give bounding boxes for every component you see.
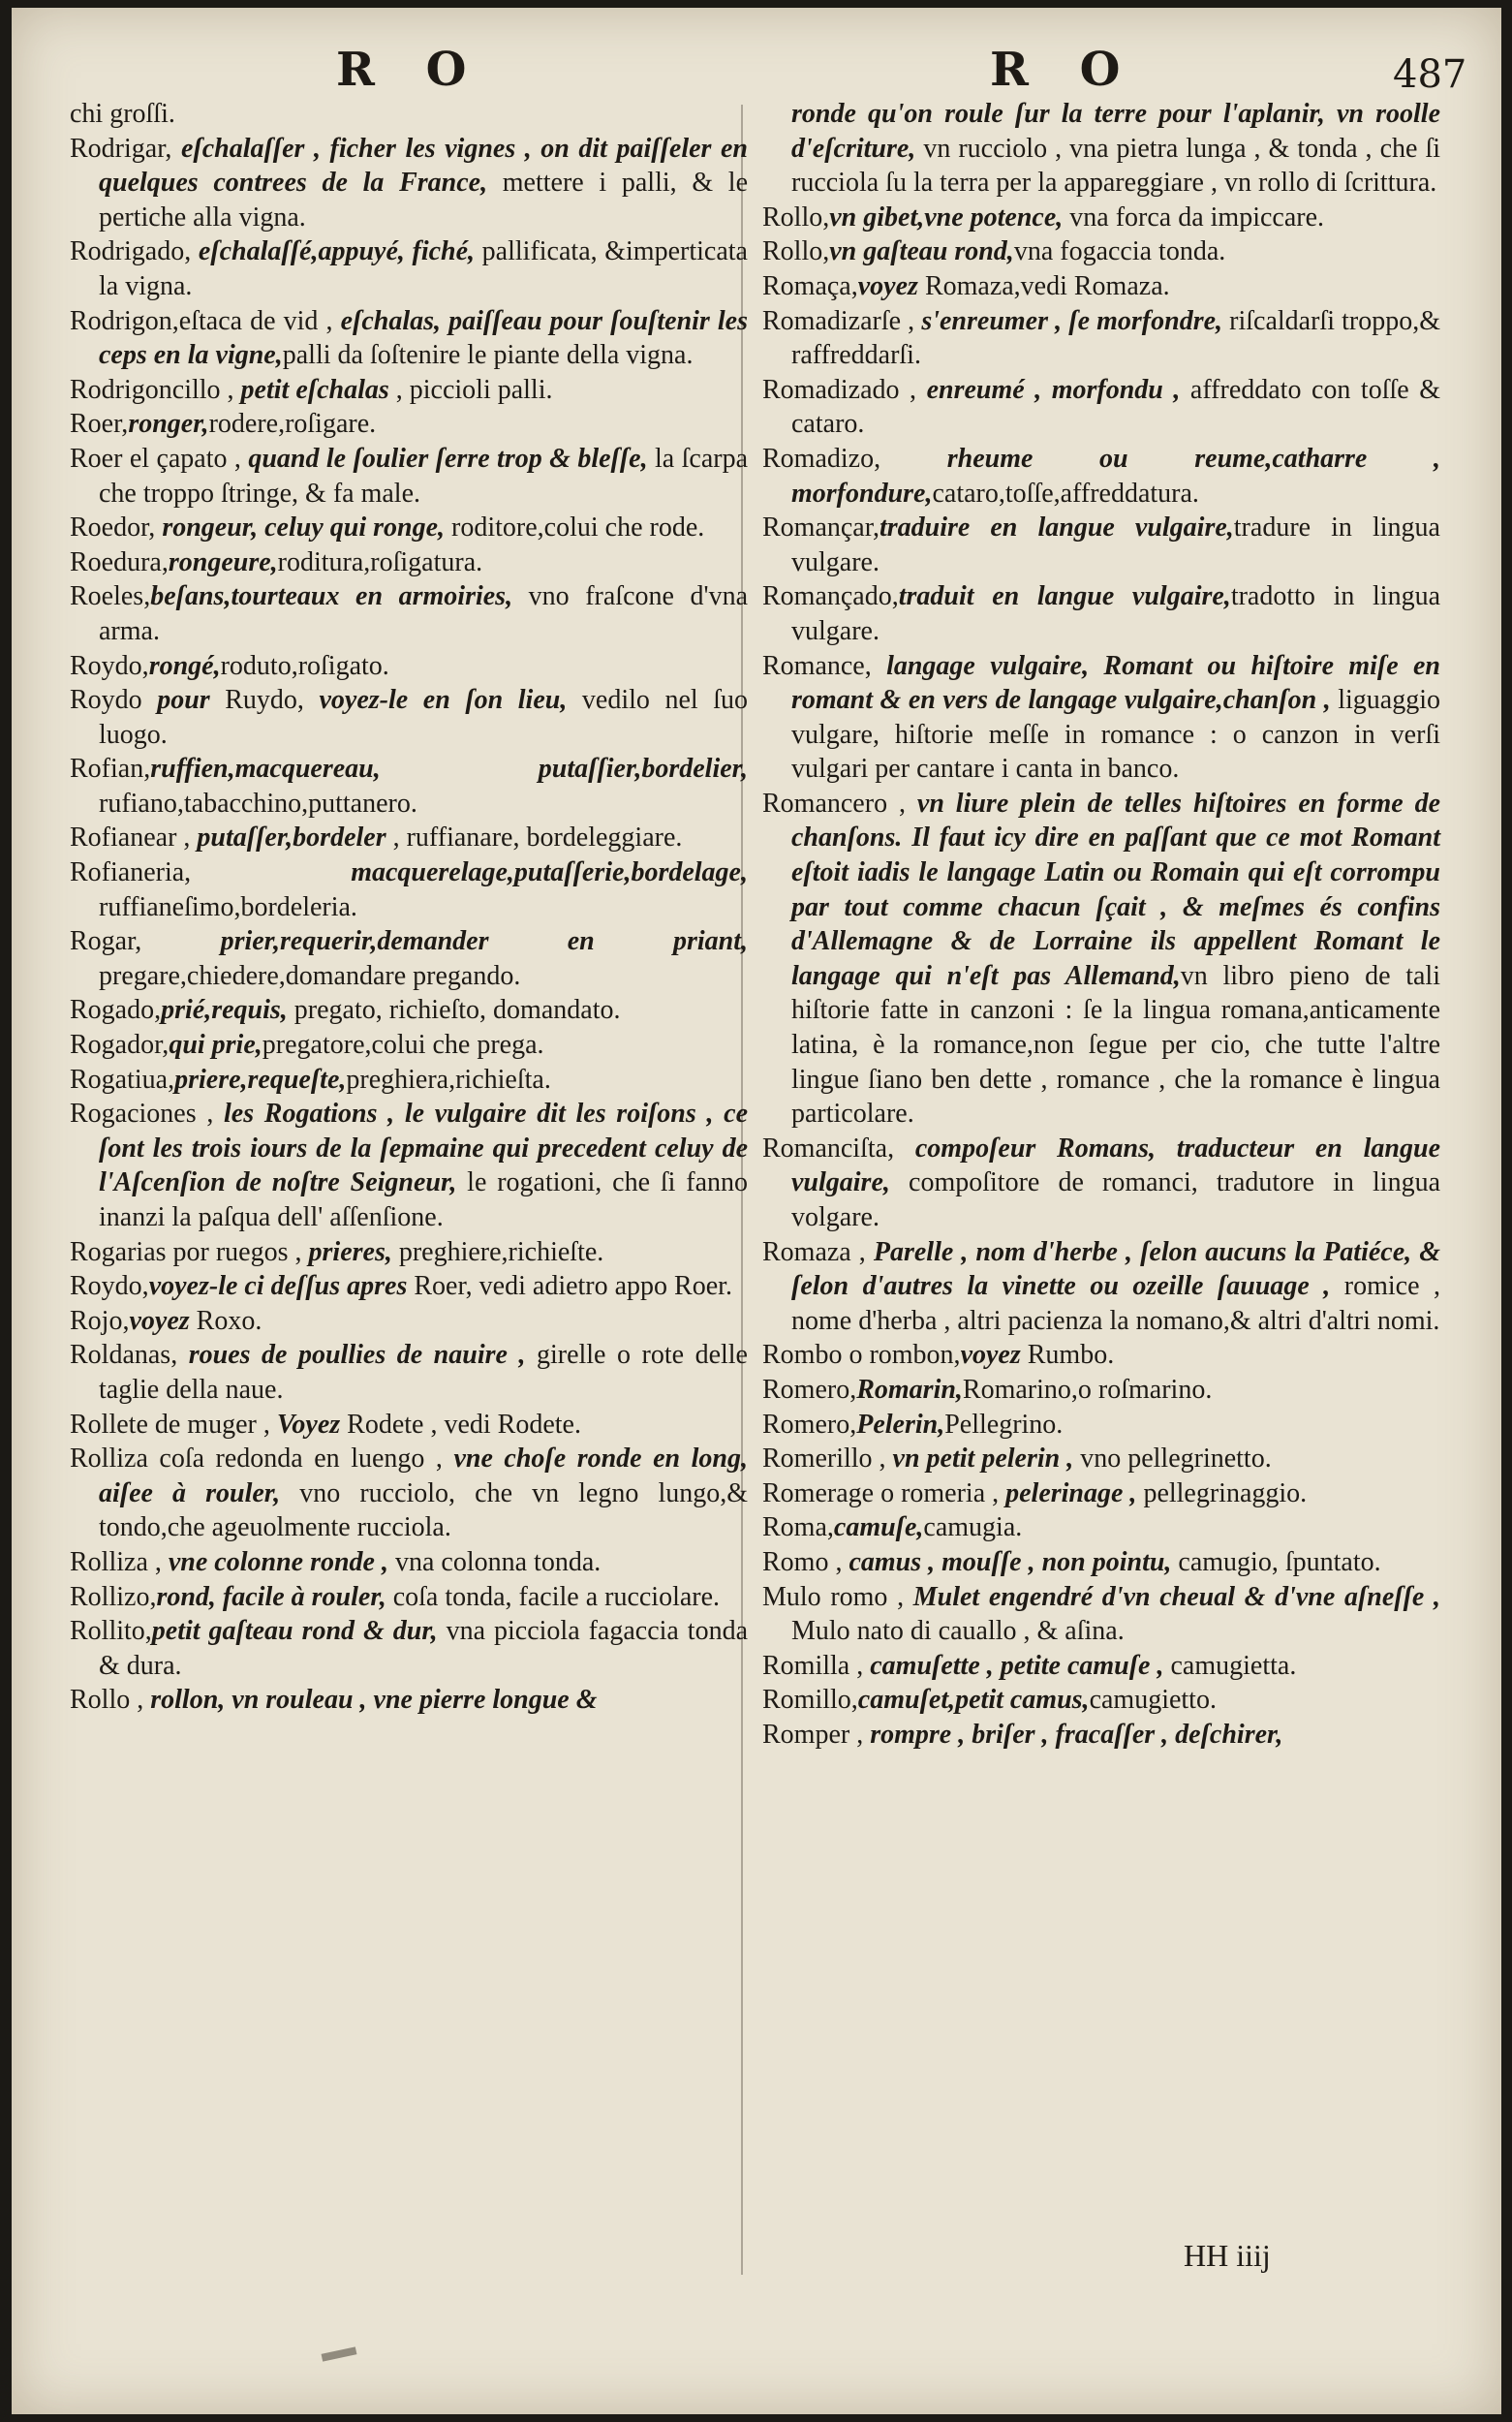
ink-smudge bbox=[322, 2346, 357, 2361]
dictionary-entry: Rogaciones , les Rogations , le vulgaire dit les roiſons , ce ſont les trois iours de la ſepmaine qui precedent celuy de l'Aſcenſion de noſtre Seigneur, le rogationi, che ſi fanno inanzi la paſqua dell' aſſenſione. bbox=[70, 1099, 748, 1232]
running-head-left: R O bbox=[336, 43, 484, 97]
dictionary-entry: Rofian,ruffien,macquereau, putaſſier,bordelier, rufiano,tabacchino,puttanero. bbox=[70, 754, 748, 819]
dictionary-entry: Roma,camuſe,camugia. bbox=[762, 1512, 1023, 1543]
dictionary-entry: Romançar,traduire en langue vulgaire,tradure in lingua vulgare. bbox=[762, 512, 1440, 577]
dictionary-entry: Rojo,voyez Roxo. bbox=[70, 1305, 262, 1336]
dictionary-entry: Roydo,voyez-le ci deſſus apres Roer, vedi adietro appo Roer. bbox=[70, 1271, 732, 1302]
dictionary-entry: Romilla , camuſette , petite camuſe , camugietta. bbox=[762, 1650, 1297, 1681]
dictionary-entry: Roeles,beſans,tourteaux en armoiries, vno fraſcone d'vna arma. bbox=[70, 581, 748, 646]
dictionary-entry: Romadizo, rheume ou reume,catharre , morfondure,cataro,toſſe,affreddatura. bbox=[762, 443, 1440, 509]
dictionary-entry: Rogar, prier,requerir,demander en priant, pregare,chiedere,domandare pregando. bbox=[70, 926, 748, 991]
dictionary-entry: Roer el çapato , quand le ſoulier ſerre trop & bleſſe, la ſcarpa che troppo ſtringe, & fa male. bbox=[70, 443, 749, 509]
page-number: 487 bbox=[1393, 52, 1467, 97]
dictionary-entry: Rogado,prié,requis, pregato, richieſto, domandato. bbox=[70, 995, 621, 1026]
dictionary-entry: ronde qu'on roule ſur la terre pour l'aplanir, vn roolle d'eſcriture, vn rucciolo , vna pietra lunga , & tonda , che ſi rucciola ſu la terra per la appareggiare , vn rollo di ſcrittura. bbox=[791, 99, 1440, 199]
dictionary-entry: Rollito,petit gaſteau rond & dur, vna picciola fagaccia tonda & dura. bbox=[70, 1616, 748, 1681]
dictionary-entry: Rollizo,rond, facile à rouler, coſa tonda, facile a rucciolare. bbox=[70, 1581, 721, 1612]
dictionary-entry: Rofianear , putaſſer,bordeler , ruffianare, bordeleggiare. bbox=[70, 823, 683, 854]
dictionary-entry: Rodrigon,eſtaca de vid , eſchalas, paiſſeau pour ſouſtenir les ceps en la vigne,palli da ſoſtenire le piante della vigna. bbox=[70, 305, 748, 371]
dictionary-entry: Romaça,voyez Romaza,vedi Romaza. bbox=[762, 270, 1170, 301]
dictionary-entry: Romerage o romeria , pelerinage , pellegrinaggio. bbox=[762, 1477, 1308, 1508]
dictionary-entry: Rogatiua,priere,requeſte,preghiera,richieſta. bbox=[70, 1064, 551, 1095]
dictionary-entry: Rodrigado, eſchalaſſé,appuyé, fiché, pallificata, &imperticata la vigna. bbox=[70, 236, 748, 301]
dictionary-entry: Roedura,rongeure,roditura,roſigatura. bbox=[70, 546, 483, 577]
dictionary-entry: Rolliza coſa redonda en luengo , vne choſe ronde en long, aiſee à rouler, vno rucciolo, che vn legno lungo,& tondo,che ageuolmente rucciola. bbox=[70, 1444, 748, 1543]
dictionary-entry: Rollo,vn gaſteau rond,vna fogaccia tonda. bbox=[762, 236, 1226, 267]
dictionary-entry: Roer,ronger,rodere,roſigare. bbox=[70, 409, 377, 440]
dictionary-entry: Roydo,rongé,roduto,roſigato. bbox=[70, 650, 389, 681]
running-head-right: R O bbox=[990, 43, 1138, 97]
dictionary-entry: Roydo pour Ruydo, voyez-le en ſon lieu, vedilo nel ſuo luogo. bbox=[70, 685, 748, 750]
dictionary-entry: Rogarias por ruegos , prieres, preghiere,richieſte. bbox=[70, 1236, 604, 1267]
dictionary-entry: Romaza , Parelle , nom d'herbe , ſelon aucuns la Patiéce, & ſelon d'autres la vinette ou ozeille ſauuage , romice , nome d'herba , altri pacienza la nomano,& altri d'altri nomi. bbox=[762, 1236, 1440, 1336]
dictionary-entry: Romancero , vn liure plein de telles hiſtoires en forme de chanſons. Il faut icy dire en paſſant que ce mot Romant eſtoit iadis le langage Latin ou Romain qui eſt corrompu par tout comme chacun ſçait , & meſmes és confins d'Allemagne & de Lorraine ils appellent Romant le langage qui n'eſt pas Allemand,vn libro pieno de tali hiſtorie fatte in canzoni : ſe la lingua romana,anticamente latina, è la romance,non ſegue per cio, che tutte l'altre lingue ſiano ben dette , romance , che la romance è lingua particolare. bbox=[762, 788, 1441, 1130]
dictionary-entry: Romper , rompre , briſer , fracaſſer , deſchirer, bbox=[762, 1719, 1283, 1750]
dictionary-entry: Rodrigoncillo , petit eſchalas , piccioli palli. bbox=[70, 374, 553, 405]
left-column bbox=[70, 97, 748, 1718]
dictionary-entry: Rollo,vn gibet,vne potence, vna forca da impiccare. bbox=[762, 202, 1325, 233]
dictionary-entry: Roedor, rongeur, celuy qui ronge, roditore,colui che rode. bbox=[70, 512, 705, 543]
dictionary-entry: Romadizarſe , s'enreumer , ſe morfondre, riſcaldarſi troppo,& raffreddarſi. bbox=[762, 305, 1440, 371]
dictionary-entry: Rogador,qui prie,pregatore,colui che prega. bbox=[70, 1030, 544, 1061]
dictionary-entry: Roldanas, roues de poullies de nauire , girelle o rote delle taglie della naue. bbox=[70, 1340, 748, 1405]
dictionary-entry: Romero,Pelerin,Pellegrino. bbox=[762, 1409, 1064, 1440]
dictionary-entry: Rodrigar, eſchalaſſer , ficher les vignes , on dit paiſſeler en quelques contrees de la France, mettere i palli, & le pertiche alla vigna. bbox=[70, 133, 749, 233]
dictionary-entry: Rombo o rombon,voyez Rumbo. bbox=[762, 1340, 1115, 1371]
dictionary-entry: Romillo,camuſet,petit camus,camugietto. bbox=[762, 1685, 1217, 1716]
dictionary-entry: Rolliza , vne colonne ronde , vna colonna tonda. bbox=[70, 1546, 602, 1577]
dictionary-entry: Romance, langage vulgaire, Romant ou hiſtoire miſe en romant & en vers de langage vulgaire,chanſon , liguaggio vulgare, hiſtorie meſſe in romance : o canzon in verſi vulgari per cantare i canta in banco. bbox=[762, 650, 1441, 785]
dictionary-entry: Romadizado , enreumé , morfondu , affreddato con toſſe & cataro. bbox=[762, 374, 1440, 440]
dictionary-entry: Romanciſta, compoſeur Romans, traducteur en langue vulgaire, compoſitore de romanci, tradutore in lingua volgare. bbox=[762, 1133, 1441, 1232]
right-column bbox=[762, 97, 1440, 1753]
dictionary-entry: Romero,Romarin,Romarino,o roſmarino. bbox=[762, 1374, 1213, 1405]
dictionary-entry: Rofianeria, macquerelage,putaſſerie,bordelage, ruffianeſimo,bordeleria. bbox=[70, 857, 748, 922]
dictionary-entry: Mulo romo , Mulet engendré d'vn cheual & d'vne aſneſſe , Mulo nato di cauallo , & aſina. bbox=[762, 1581, 1440, 1647]
dictionary-entry: chi groſſi. bbox=[70, 99, 175, 129]
dictionary-entry: Romerillo , vn petit pelerin , vno pellegrinetto. bbox=[762, 1444, 1272, 1475]
dictionary-entry: Romo , camus , mouſſe , non pointu, camugio, ſpuntato. bbox=[762, 1546, 1381, 1577]
signature-mark: HH iiij bbox=[1184, 2238, 1271, 2273]
dictionary-page bbox=[12, 8, 1501, 2414]
dictionary-entry: Rollete de muger , Voyez Rodete , vedi Rodete. bbox=[70, 1409, 581, 1440]
dictionary-entry: Romançado,traduit en langue vulgaire,tradotto in lingua vulgare. bbox=[762, 581, 1441, 646]
dictionary-entry: Rollo , rollon, vn rouleau , vne pierre longue & bbox=[70, 1685, 598, 1716]
